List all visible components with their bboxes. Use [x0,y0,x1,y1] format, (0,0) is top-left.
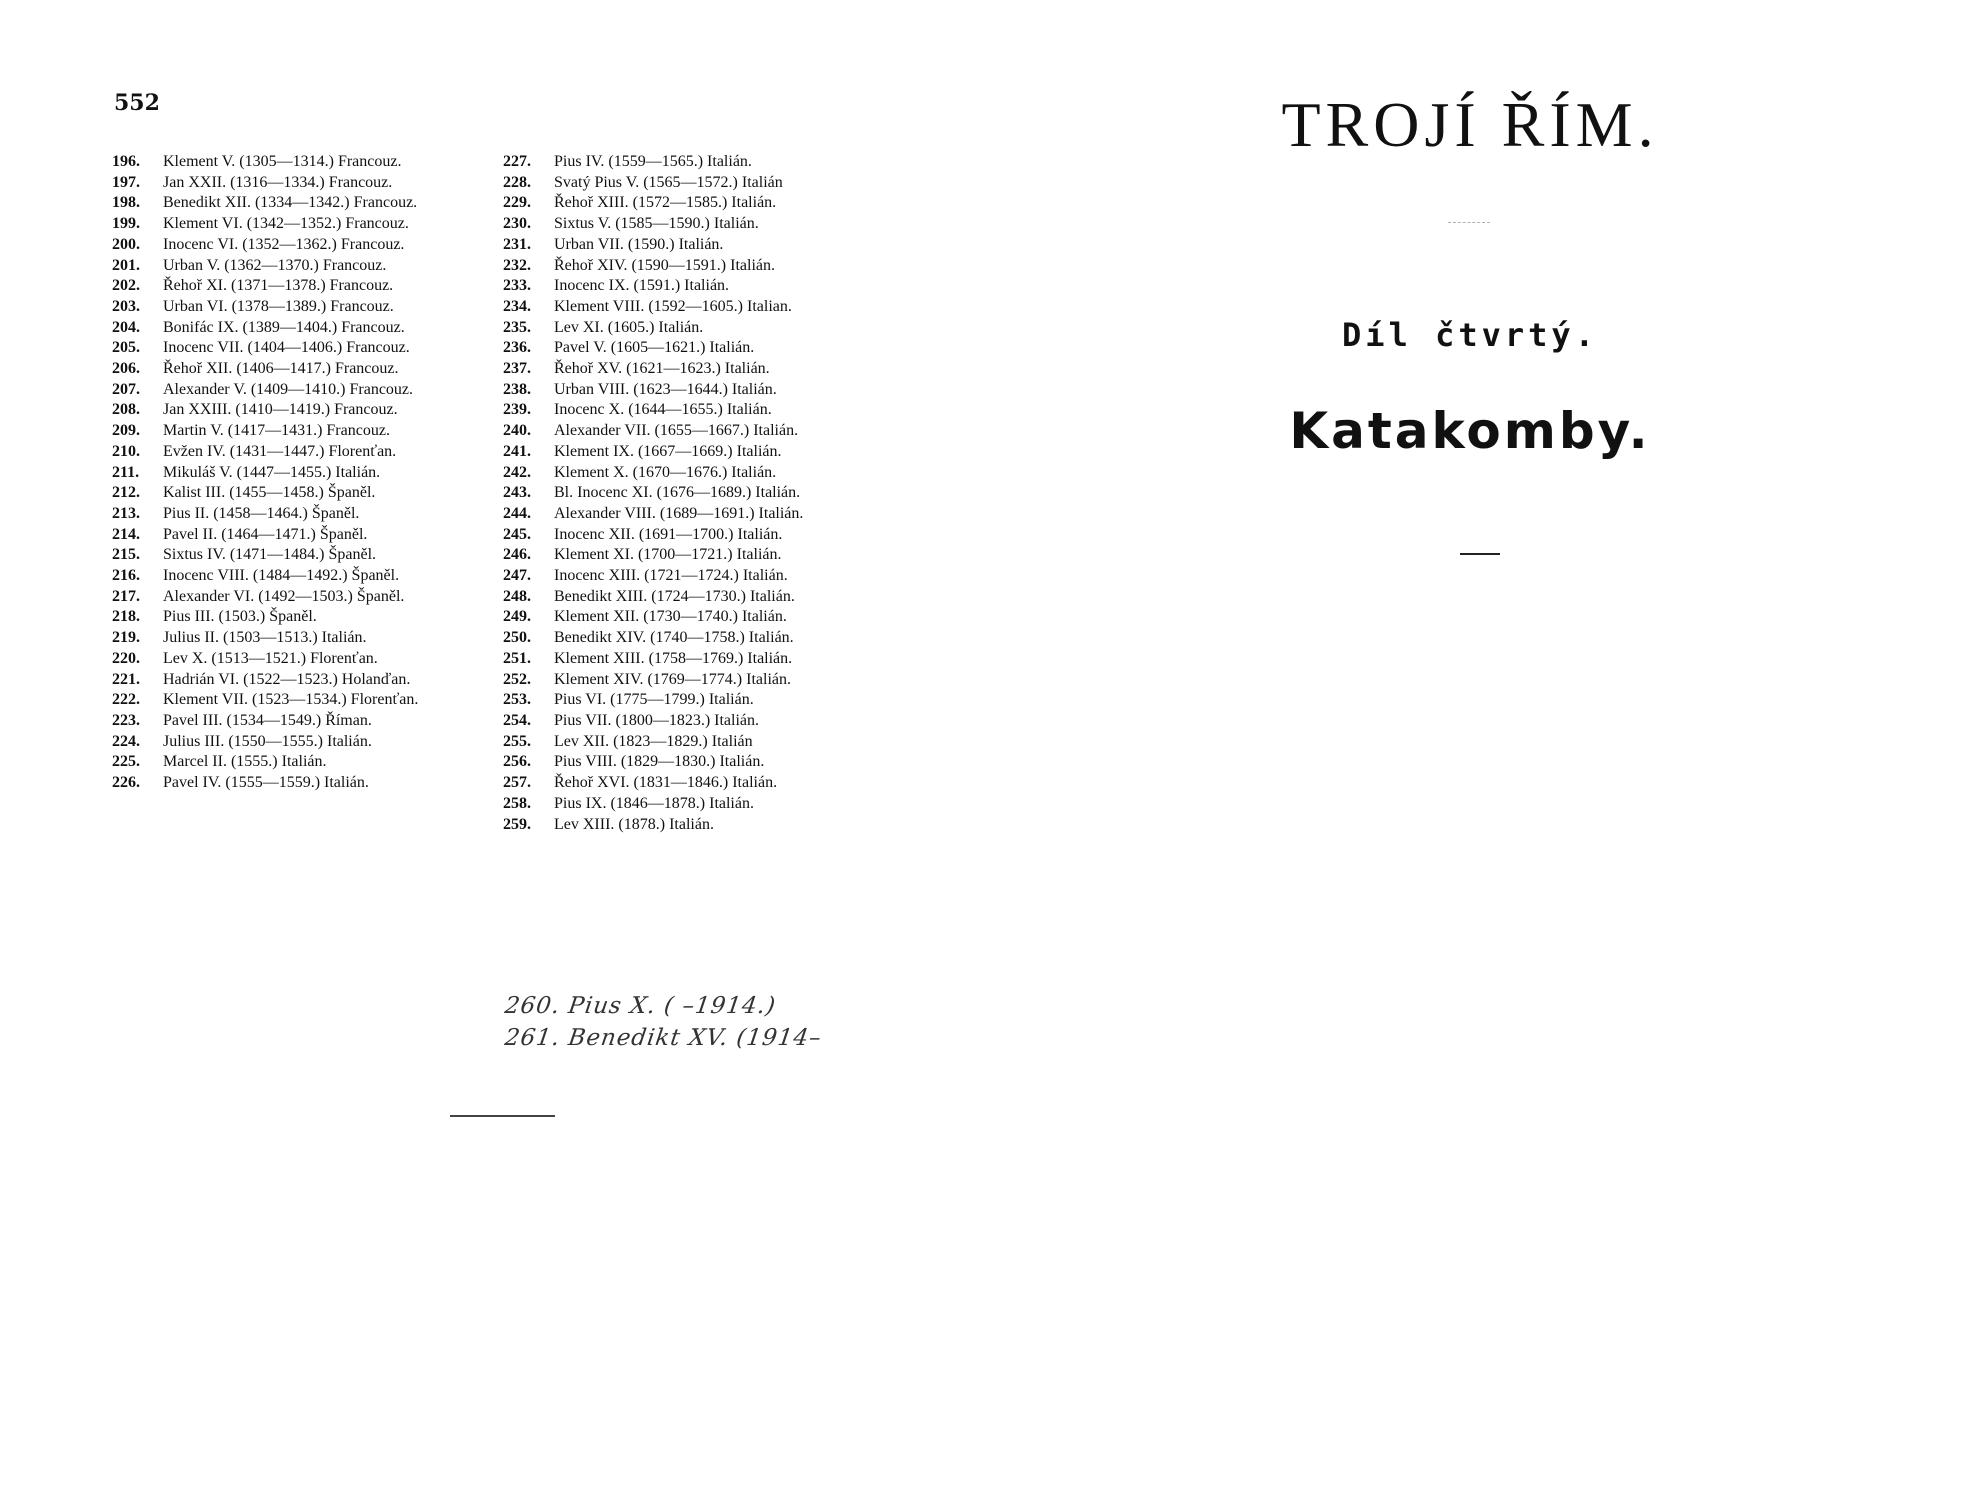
book-title: TROJÍ ŘÍM. [1281,89,1659,160]
entry-number: 221. [112,670,140,688]
entry-text: Řehoř XIII. (1572—1585.) Italián. [554,194,777,212]
entry-number: 234. [503,297,531,315]
pope-entry [503,587,869,608]
entry-text: Inocenc VII. (1404—1406.) Francouz. [163,339,410,357]
entry-text: Klement XI. (1700—1721.) Italián. [554,546,782,564]
entry-text: Jan XXIII. (1410—1419.) Francouz. [163,401,398,419]
entry-text: Alexander V. (1409—1410.) Francouz. [163,380,414,398]
section-title: Katakomby. [1289,402,1651,460]
entry-number: 231. [503,235,531,253]
pope-entry [503,400,869,421]
entry-text: Urban VIII. (1623—1644.) Italián. [554,380,777,398]
entry-number: 238. [503,380,531,398]
entry-text: Alexander VII. (1655—1667.) Italián. [554,422,799,440]
pope-entry [112,338,478,359]
entry-number: 222. [112,691,140,709]
pope-entry [112,752,478,773]
entry-text: Urban VI. (1378—1389.) Francouz. [163,297,394,315]
entry-number: 223. [112,711,140,729]
pope-entry [112,504,478,525]
entry-text: Hadrián VI. (1522—1523.) Holanďan. [163,670,411,688]
pope-entry [503,152,869,173]
pope-entry [112,587,478,608]
entry-number: 228. [503,173,531,191]
part-title: Díl čtvrtý. [1342,316,1598,354]
entry-number: 242. [503,463,531,481]
pope-entry [503,359,869,380]
entry-text: Řehoř XIV. (1590—1591.) Italián. [554,256,775,274]
entry-number: 251. [503,649,531,667]
entry-number: 256. [503,753,531,771]
entry-number: 217. [112,587,140,605]
entry-text: Jan XXII. (1316—1334.) Francouz. [163,173,393,191]
pope-entry [503,173,869,194]
pope-entry [503,235,869,256]
entry-text: Sixtus V. (1585—1590.) Italián. [554,215,759,233]
entry-number: 249. [503,608,531,626]
entry-text: Benedikt XII. (1334—1342.) Francouz. [163,194,418,212]
pope-entry [503,607,869,628]
pope-entry [503,794,869,815]
entry-text: Lev X. (1513—1521.) Florenťan. [163,649,378,667]
entry-number: 240. [503,422,531,440]
entry-text: Pavel V. (1605—1621.) Italián. [554,339,755,357]
entry-number: 248. [503,587,531,605]
entry-number: 235. [503,318,531,336]
pope-entry [112,421,478,442]
handwritten-line: 261. Benedikt XV. (1914– [503,1025,824,1051]
entry-number: 246. [503,546,531,564]
entry-number: 227. [503,153,531,170]
page-number: 552 [114,90,160,116]
entry-text: Pavel III. (1534—1549.) Říman. [163,711,372,729]
entry-text: Klement VI. (1342—1352.) Francouz. [163,215,409,233]
pope-entry [112,773,478,794]
pope-entry [503,545,869,566]
entry-text: Bonifác IX. (1389—1404.) Francouz. [163,318,405,336]
pope-entry [112,380,478,401]
entry-number: 209. [112,422,140,440]
entry-number: 252. [503,670,531,688]
pope-entry [112,359,478,380]
pope-entry [112,318,478,339]
pope-entry [503,566,869,587]
pope-entry [503,193,869,214]
pope-entry [503,297,869,318]
entry-number: 206. [112,360,140,378]
pope-entry [503,380,869,401]
entry-number: 259. [503,815,531,833]
pope-entry [112,649,478,670]
pope-entry [112,193,478,214]
entry-number: 210. [112,442,140,460]
entry-number: 220. [112,649,140,667]
entry-text: Mikuláš V. (1447—1455.) Italián. [163,463,381,481]
entry-text: Klement XIII. (1758—1769.) Italián. [554,649,793,667]
entry-number: 250. [503,629,531,647]
pope-entry [503,483,869,504]
entry-text: Klement XIV. (1769—1774.) Italián. [554,670,791,688]
entry-number: 202. [112,277,140,295]
pope-entry [112,400,478,421]
entry-text: Pavel IV. (1555—1559.) Italián. [163,774,369,792]
pope-entry [503,256,869,277]
entry-number: 211. [112,463,140,481]
entry-text: Lev XI. (1605.) Italián. [554,318,704,336]
entry-text: Evžen IV. (1431—1447.) Florenťan. [163,442,397,460]
pope-entry [503,463,869,484]
pope-entry [503,525,869,546]
entry-text: Urban VII. (1590.) Italián. [554,235,724,253]
pope-entry [503,711,869,732]
entry-text: Pavel II. (1464—1471.) Španěl. [163,525,368,543]
entry-number: 213. [112,504,140,522]
entry-number: 214. [112,525,140,543]
entry-text: Pius II. (1458—1464.) Španěl. [163,504,360,522]
entry-number: 258. [503,794,531,812]
entry-text: Pius IX. (1846—1878.) Italián. [554,794,754,812]
entry-text: Benedikt XIII. (1724—1730.) Italián. [554,587,795,605]
entry-number: 232. [503,256,531,274]
entry-number: 201. [112,256,140,274]
entry-text: Pius IV. (1559—1565.) Italián. [554,153,752,170]
pope-entry [503,338,869,359]
pope-entry [112,690,478,711]
pope-entry [112,566,478,587]
entry-number: 254. [503,711,531,729]
entry-text: Svatý Pius V. (1565—1572.) Italián [554,173,783,191]
entry-number: 205. [112,339,140,357]
entry-text: Alexander VIII. (1689—1691.) Italián. [554,504,804,522]
entry-text: Bl. Inocenc XI. (1676—1689.) Italián. [554,484,801,502]
entry-text: Inocenc XIII. (1721—1724.) Italián. [554,567,788,585]
pope-entry [503,690,869,711]
pope-entry [503,670,869,691]
pope-entry [503,504,869,525]
pope-entry [503,773,869,794]
entry-number: 218. [112,608,140,626]
entry-text: Lev XII. (1823—1829.) Italián [554,732,753,750]
entry-text: Pius III. (1503.) Španěl. [163,608,317,626]
entry-text: Julius III. (1550—1555.) Italián. [163,732,372,750]
entry-text: Řehoř XV. (1621—1623.) Italián. [554,360,770,378]
entry-number: 237. [503,360,531,378]
pope-entry [112,670,478,691]
page-end-rule [450,1115,555,1117]
pope-entry [112,711,478,732]
entry-number: 239. [503,401,531,419]
entry-text: Inocenc XII. (1691—1700.) Italián. [554,525,783,543]
entry-text: Martin V. (1417—1431.) Francouz. [163,422,390,440]
entry-text: Benedikt XIV. (1740—1758.) Italián. [554,629,794,647]
pope-entry [112,545,478,566]
entry-text: Urban V. (1362—1370.) Francouz. [163,256,387,274]
pope-entry [503,649,869,670]
pope-entry [503,628,869,649]
entry-number: 229. [503,194,531,212]
entry-text: Klement VIII. (1592—1605.) Italian. [554,297,792,315]
entry-text: Klement X. (1670—1676.) Italián. [554,463,777,481]
entry-number: 225. [112,753,140,771]
entry-number: 219. [112,629,140,647]
entry-text: Řehoř XII. (1406—1417.) Francouz. [163,360,399,378]
pope-entry [503,815,869,836]
section-end-rule [1460,553,1500,555]
entry-number: 215. [112,546,140,564]
pope-entry [503,214,869,235]
entry-number: 212. [112,484,140,502]
entry-text: Inocenc X. (1644—1655.) Italián. [554,401,772,419]
pope-entry [112,173,478,194]
entry-text: Marcel II. (1555.) Italián. [163,753,327,771]
entry-number: 233. [503,277,531,295]
entry-number: 243. [503,484,531,502]
entry-number: 245. [503,525,531,543]
handwritten-annotation [505,990,885,1054]
entry-text: Alexander VI. (1492—1503.) Španěl. [163,587,405,605]
entry-number: 247. [503,567,531,585]
entry-text: Řehoř XI. (1371—1378.) Francouz. [163,277,394,295]
title-divider [1448,222,1490,223]
entry-text: Inocenc IX. (1591.) Italián. [554,277,730,295]
entry-text: Inocenc VI. (1352—1362.) Francouz. [163,235,405,253]
pope-entry [112,463,478,484]
entry-number: 226. [112,774,140,792]
entry-text: Inocenc VIII. (1484—1492.) Španěl. [163,567,400,585]
pope-entry [112,214,478,235]
pope-entry [112,525,478,546]
pope-entry [112,256,478,277]
entry-text: Julius II. (1503—1513.) Italián. [163,629,367,647]
entry-number: 196. [112,153,140,170]
entry-number: 244. [503,504,531,522]
entry-text: Pius VI. (1775—1799.) Italián. [554,691,754,709]
entry-number: 200. [112,235,140,253]
pope-entry [503,732,869,753]
entry-number: 204. [112,318,140,336]
pope-entry [112,732,478,753]
pope-entry [112,297,478,318]
pope-entry [503,442,869,463]
entry-number: 207. [112,380,140,398]
handwritten-line: 260. Pius X. ( –1914.) [503,993,778,1019]
pope-entry [112,442,478,463]
entry-text: Pius VIII. (1829—1830.) Italián. [554,753,765,771]
entry-text: Řehoř XVI. (1831—1846.) Italián. [554,774,778,792]
pope-entry [503,276,869,297]
pope-entry [112,235,478,256]
entry-number: 241. [503,442,531,460]
pope-entry [112,483,478,504]
entry-number: 224. [112,732,140,750]
entry-number: 203. [112,297,140,315]
entry-text: Pius VII. (1800—1823.) Italián. [554,711,760,729]
entry-number: 236. [503,339,531,357]
pope-entry [112,276,478,297]
entry-number: 216. [112,567,140,585]
pope-entry [503,421,869,442]
entry-number: 198. [112,194,140,212]
entry-number: 253. [503,691,531,709]
pope-entry [112,152,478,173]
entry-text: Lev XIII. (1878.) Italián. [554,815,714,833]
entry-number: 257. [503,774,531,792]
pope-entry [112,607,478,628]
pope-list-column-right [503,152,869,835]
entry-text: Klement V. (1305—1314.) Francouz. [163,153,402,170]
entry-number: 255. [503,732,531,750]
entry-text: Klement VII. (1523—1534.) Florenťan. [163,691,419,709]
pope-entry [503,318,869,339]
entry-number: 197. [112,173,140,191]
entry-text: Sixtus IV. (1471—1484.) Španěl. [163,546,377,564]
entry-text: Kalist III. (1455—1458.) Španěl. [163,484,376,502]
entry-number: 230. [503,215,531,233]
entry-number: 199. [112,215,140,233]
entry-text: Klement IX. (1667—1669.) Italián. [554,442,782,460]
entry-text: Klement XII. (1730—1740.) Italián. [554,608,787,626]
pope-entry [503,752,869,773]
entry-number: 208. [112,401,140,419]
pope-list-column-left [112,152,478,794]
pope-entry [112,628,478,649]
